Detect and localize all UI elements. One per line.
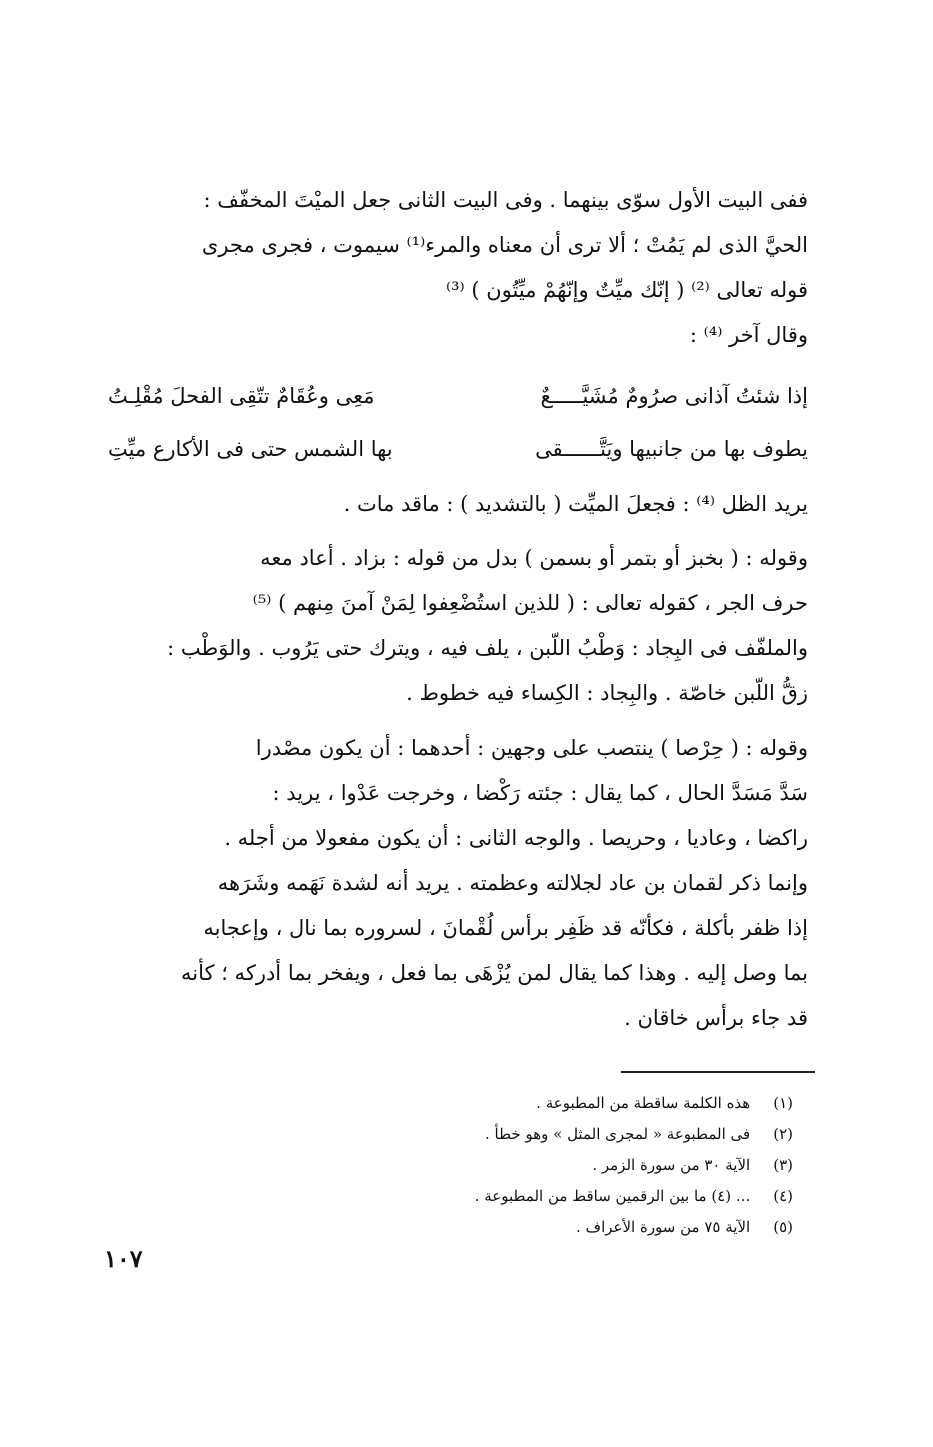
footnote-number: (٣) bbox=[773, 1156, 793, 1174]
text-line: راكضا ، وعاديا ، وحريصا . والوجه الثانى : أن يكون مفعولا من أجله . bbox=[224, 826, 808, 850]
footnote bbox=[193, 1088, 793, 1119]
text-line: زقُّ اللّبن خاصّة . والبِجاد : الكِساء فيه خطوط . bbox=[406, 681, 808, 705]
verse-hemistich-first: يطوف بها من جانبيها ويَتَّــــــقى bbox=[535, 437, 808, 461]
paragraph-4 bbox=[108, 726, 808, 1041]
paragraph-1 bbox=[108, 178, 808, 358]
footnote-text: فى المطبوعة « لمجرى المثل » وهو خطأ . bbox=[485, 1125, 751, 1143]
text-line: إذا ظفر بأكلة ، فكأنّه قد ظَفِر برأس لُقْمانَ ، لسروره بما نال ، وإعجابه bbox=[203, 916, 808, 940]
text-line: وقوله : ( حِرْصا ) ينتصب على وجهين : أحدهما : أن يكون مصْدرا bbox=[255, 736, 808, 760]
paragraph-2 bbox=[108, 482, 808, 527]
text-line: يريد الظل ⁽⁴⁾ : فجعلَ الميِّت ( بالتشديد ) : ماقد مات . bbox=[343, 492, 808, 516]
text-line: الحيَّ الذى لم يَمُتْ ؛ ألا ترى أن معناه والمرء⁽¹⁾ سيموت ، فجرى مجرى bbox=[201, 233, 808, 257]
footnote-number: (١) bbox=[773, 1094, 793, 1112]
verse-line bbox=[108, 423, 808, 476]
footnote-text: الآية ٣٠ من سورة الزمر . bbox=[592, 1156, 751, 1174]
text-line: ففى البيت الأول سوّى بينهما . وفى البيت الثانى جعل الميْتَ المخفّف : bbox=[203, 188, 808, 212]
verse-hemistich-second: بها الشمس حتى فى الأكارع ميِّتِ bbox=[108, 437, 393, 461]
text-line: وإنما ذكر لقمان بن عاد لجلالته وعظمته . يريد أنه لشدة نَهَمه وشَرَهه bbox=[217, 871, 808, 895]
footnote bbox=[193, 1119, 793, 1150]
verse-line bbox=[108, 370, 808, 423]
footnote-number: (٥) bbox=[773, 1218, 793, 1236]
text-line: وقوله : ( بخبز أو بتمر أو بسمن ) بدل من قوله : بزاد . أعاد معه bbox=[260, 546, 808, 570]
footnote-number: (٤) bbox=[773, 1187, 793, 1205]
text-line: والملفّف فى البِجاد : وَطْبُ اللّبن ، يلف فيه ، ويترك حتى يَرُوب . والوَطْب : bbox=[167, 636, 808, 660]
text-line: قد جاء برأس خاقان . bbox=[624, 1006, 808, 1030]
footnotes bbox=[193, 1088, 793, 1243]
footnote-text: هذه الكلمة ساقطة من المطبوعة . bbox=[536, 1094, 751, 1112]
paragraph-3 bbox=[108, 536, 808, 716]
footnote bbox=[193, 1181, 793, 1212]
verse-block bbox=[108, 370, 808, 476]
text-line: وقال آخر ⁽⁴⁾ : bbox=[689, 323, 808, 347]
text-line: سَدَّ مَسَدَّ الحال ، كما يقال : جئته رَكْضا ، وخرجت عَدْوا ، يريد : bbox=[272, 781, 808, 805]
verse-hemistich-first: إذا شئتُ آذانى صرُومٌ مُشَيَّـــــعٌ bbox=[540, 384, 808, 408]
footnote bbox=[193, 1150, 793, 1181]
text-line: قوله تعالى ⁽²⁾ ( إنّك ميِّتٌ وإنّهُمْ ميِّتُون ) ⁽³⁾ bbox=[445, 278, 808, 302]
footnote-number: (٢) bbox=[773, 1125, 793, 1143]
verse-hemistich-second: مَعِى وعُقَامٌ تتّقِى الفحلَ مُقْلِـتُ bbox=[108, 384, 375, 408]
page-number: ١٠٧ bbox=[104, 1244, 143, 1273]
text-line: بما وصل إليه . وهذا كما يقال لمن يُزْهَى بما فعل ، ويفخر بما أدركه ؛ كأنه bbox=[181, 961, 808, 985]
footnote-divider bbox=[621, 1071, 815, 1073]
text-line: حرف الجر ، كقوله تعالى : ( للذين استُضْعِفوا لِمَنْ آمنَ مِنهم ) ⁽⁵⁾ bbox=[252, 591, 808, 615]
footnote bbox=[193, 1212, 793, 1243]
footnote-text: الآية ٧٥ من سورة الأعراف . bbox=[575, 1218, 751, 1236]
footnote-text: ... (٤) ما بين الرقمين ساقط من المطبوعة . bbox=[474, 1187, 751, 1205]
